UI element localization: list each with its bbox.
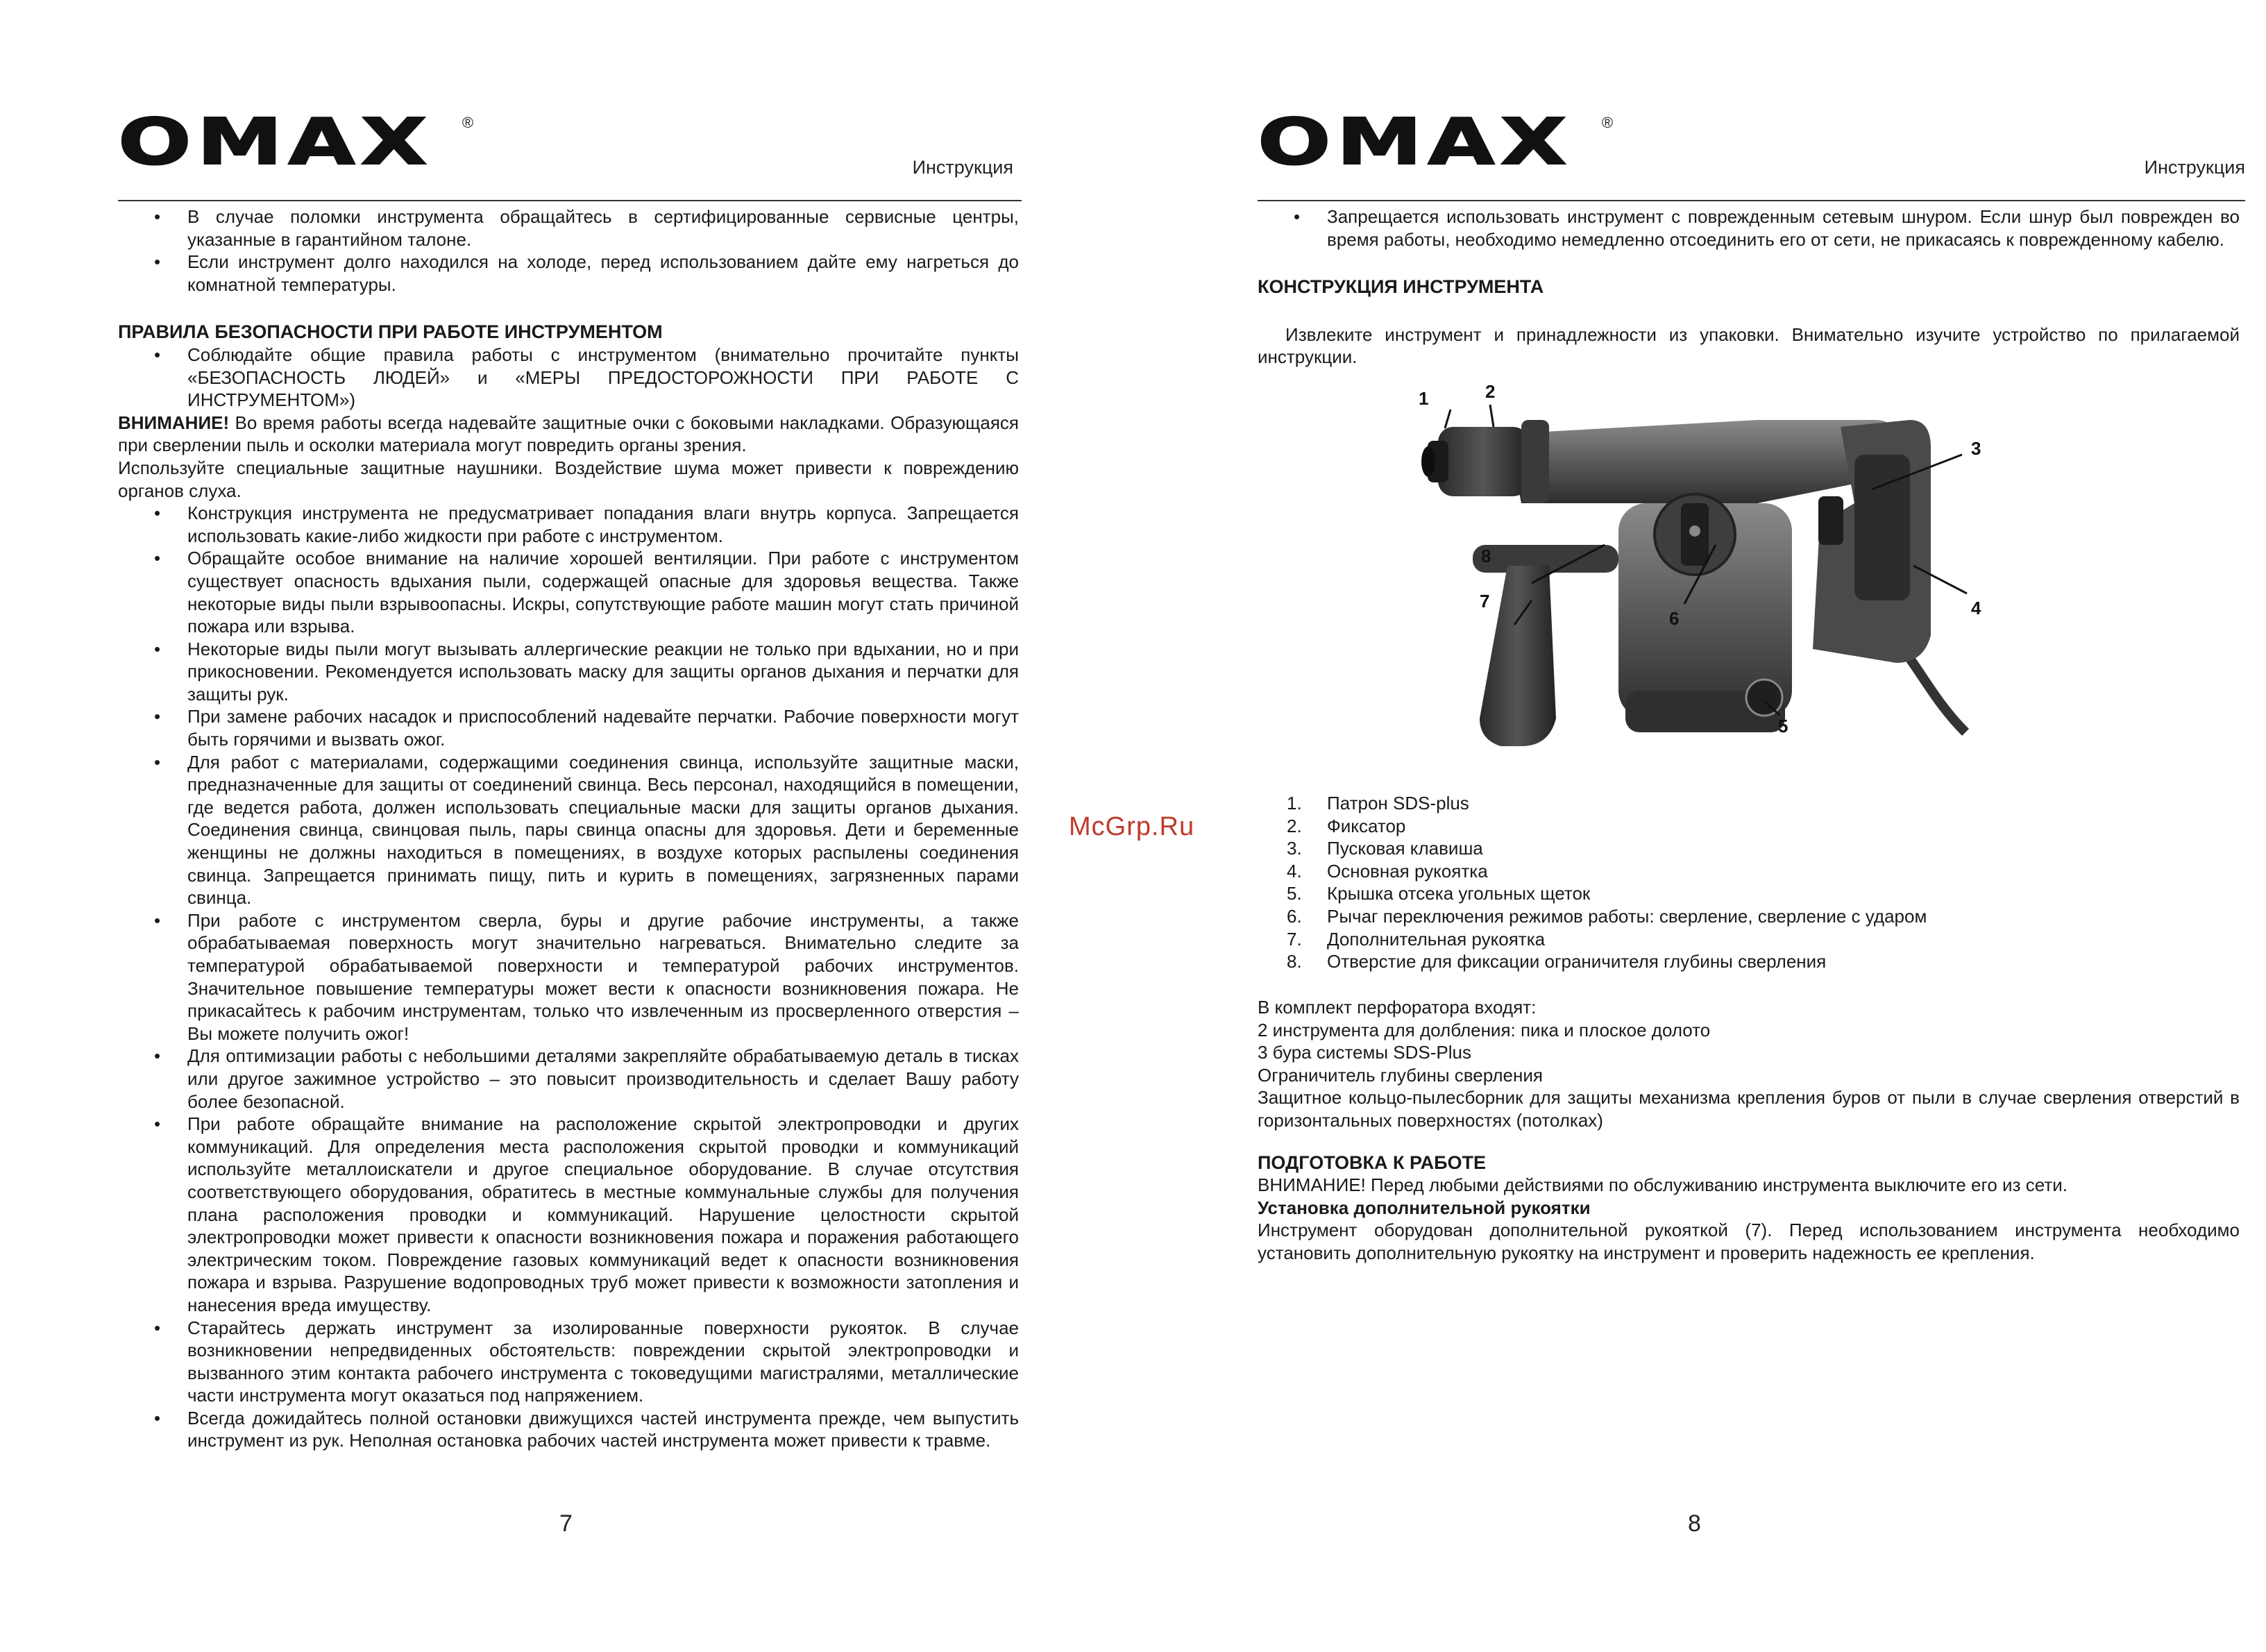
list-item: • Запрещается использовать инструмент с поврежденным сетевым шнуром. Если шнур был поврежден во время работы, необходимо немедленно отсоединить его от сети, не прикасаясь к поврежденному кабелю. xyxy=(1258,205,2240,251)
list-item: • Для работ с материалами, содержащими соединения свинца, используйте защитные маски, предназначенные для защиты от соединений свинца. Весь персонал, находящийся в помещении, где ведется работа, должен использовать специальные маски для защиты органов дыхания. Соединения свинца, свинцовая пыль, пары свинца опасны для здоровья. Дети и беременные женщины не должны находиться в помещениях, в воздухе которых распылены соединения свинца. Запрещается принимать пищу, пить и курить в помещениях, загрязненных парами свинца. xyxy=(118,751,1019,909)
list-item: • При работе обращайте внимание на расположение скрытой электропроводки и других коммуникаций. Для определения места расположения скрытой проводки и коммуникаций используйте металлоискатели и другое специальное оборудование. В случае отсутствия соответствующего оборудования, обратитесь в местные коммунальные службы для получения плана расположения проводки и коммуникаций. Нарушение целостности скрытой электропроводки может привести к опасности возникновения пожара и поражения работающего электрическим током. Повреждение газовых коммуникаций ведет к опасности возникновения пожара и взрыва. Разрушение водопроводных труб может привести к возможности затопления и нанесения вреда имуществу. xyxy=(118,1113,1019,1316)
list-item: 5. Крышка отсека угольных щеток xyxy=(1287,883,1591,904)
brush-cover xyxy=(1746,680,1782,716)
callout-3: 3 xyxy=(1971,438,1981,459)
list-item: • Соблюдайте общие правила работы с инструментом (внимательно прочитайте пункты «БЕЗОПАСНОСТЬ ЛЮДЕЙ» и «МЕРЫ ПРЕДОСТОРОЖНОСТИ ПРИ РАБОТЕ С ИНСТРУМЕНТОМ») xyxy=(118,344,1019,412)
callout-8: 8 xyxy=(1481,546,1491,566)
list-item: • В случае поломки инструмента обращайтесь в сертифицированные сервисные центры, указанные в гарантийном талоне. xyxy=(118,205,1019,251)
list-item: 8. Отверстие для фиксации ограничителя глубины сверления xyxy=(1287,951,1827,972)
page-number: 7 xyxy=(559,1510,573,1537)
list-item: 7. Дополнительная рукоятка xyxy=(1287,928,1546,950)
intro-bullet-list xyxy=(118,205,1019,296)
header-title: Инструкция xyxy=(2144,157,2245,178)
list-item: • Если инструмент долго находился на холоде, перед использованием дайте ему нагреться до комнатной температуры. xyxy=(118,251,1019,296)
header-title: Инструкция xyxy=(912,157,1013,178)
kit-line: Ограничитель глубины сверления xyxy=(1258,1064,1543,1086)
logo-wordmark: OMAX xyxy=(118,105,433,179)
callout-7: 7 xyxy=(1480,591,1490,612)
kit-line: В комплект перфоратора входят: xyxy=(1258,997,1537,1018)
callout-4: 4 xyxy=(1971,598,1981,618)
callout-1: 1 xyxy=(1419,388,1429,409)
watermark-link[interactable]: McGrp.Ru xyxy=(1069,812,1195,841)
warning-text: Во время работы всегда надевайте защитные очки с боковыми накладками. Образующаяся при сверлении пыль и осколки материала могут повредить органы зрения. xyxy=(118,412,1019,456)
prep-warning: ВНИМАНИЕ! Перед любыми действиями по обслуживанию инструмента выключите его из сети. xyxy=(1258,1174,2068,1196)
registered-mark: ® xyxy=(1601,114,1614,131)
sds-chuck xyxy=(1438,427,1528,496)
page-number: 8 xyxy=(1688,1510,1701,1537)
omax-logo xyxy=(118,105,474,179)
lock-collar xyxy=(1521,420,1549,503)
list-item: • Конструкция инструмента не предусматривает попадания влаги внутрь корпуса. Запрещается использовать какие-либо жидкости при работе с инструментом. xyxy=(118,502,1019,547)
warning-paragraph xyxy=(118,412,1019,457)
rotary-hammer-illustration xyxy=(1369,385,2007,788)
side-handle xyxy=(1480,566,1556,746)
safety-bullet-list xyxy=(118,502,1019,1452)
list-item: • Старайтесь держать инструмент за изолированные поверхности рукояток. В случае возникновении непредвиденных обстоятельств: повреждении скрытой электропроводки и вызванного этим контакта рабочего инструмента с токоведущими магистралями, металлические части инструмента могут оказаться под напряжением. xyxy=(118,1317,1019,1407)
gear-housing xyxy=(1507,420,1896,503)
list-item: • При замене рабочих насадок и приспособлений надевайте перчатки. Рабочие поверхности могут быть горячими и вызвать ожог. xyxy=(118,705,1019,750)
warning-label: ВНИМАНИЕ! xyxy=(118,412,230,433)
section-title-construction: КОНСТРУКЦИЯ ИНСТРУМЕНТА xyxy=(1258,276,1544,298)
power-cord xyxy=(1903,649,1965,732)
list-item: 6. Рычаг переключения режимов работы: сверление, сверление с ударом xyxy=(1287,905,1927,927)
section-title-preparation: ПОДГОТОВКА К РАБОТЕ xyxy=(1258,1152,1487,1173)
construction-paragraph: Извлеките инструмент и принадлежности из упаковки. Внимательно изучите устройство по прилагаемой инструкции. xyxy=(1258,323,2240,368)
callout-6: 6 xyxy=(1669,608,1680,629)
callout-2: 2 xyxy=(1485,385,1496,402)
list-item: • Для оптимизации работы с небольшими деталями закрепляйте обрабатываемую деталь в тисках или другое зажимное устройство – это повысит производительность и сделает Вашу работу более безопасной. xyxy=(118,1045,1019,1113)
ear-protection-paragraph: Используйте специальные защитные наушники. Воздействие шума может привести к повреждению органов слуха. xyxy=(118,457,1019,501)
list-item: 3. Пусковая клавиша xyxy=(1287,838,1483,859)
parts-list xyxy=(1258,792,1927,973)
header-divider xyxy=(1258,200,2245,201)
kit-line: Защитное кольцо-пылесборник для защиты механизма крепления буров от пыли в случае сверления отверстий в горизонтальных поверхностях (потолках) xyxy=(1258,1087,2240,1131)
kit-line: 2 инструмента для долбления: пика и плоское долото xyxy=(1258,1019,1711,1040)
kit-line: 3 бура системы SDS-Plus xyxy=(1258,1042,1471,1063)
logo-wordmark: OMAX xyxy=(1258,105,1573,179)
trigger-button xyxy=(1818,496,1843,545)
list-item: • Всегда дожидайтесь полной остановки движущихся частей инструмента прежде, чем выпустить инструмент из рук. Неполная остановка рабочих частей инструмента может привести к травме. xyxy=(118,1407,1019,1452)
list-item: 1. Патрон SDS-plus xyxy=(1287,793,1469,814)
left-content xyxy=(118,205,1019,1452)
list-item: 2. Фиксатор xyxy=(1287,815,1406,836)
list-item: 4. Основная рукоятка xyxy=(1287,860,1488,882)
kit-and-prep-section xyxy=(1258,996,2240,1265)
right-content xyxy=(1258,205,2240,369)
omax-logo xyxy=(1258,105,1614,179)
header-divider xyxy=(118,200,1022,201)
registered-mark: ® xyxy=(462,114,474,131)
callout-5: 5 xyxy=(1778,716,1789,736)
intro-bullet-list xyxy=(1258,205,2240,251)
list-item: • Некоторые виды пыли могут вызывать аллергические реакции не только при вдыхании, но и при прикосновении. Рекомендуется использовать маску для защиты органов дыхания и перчатки для защиты рук. xyxy=(118,638,1019,706)
handle-paragraph: Инструмент оборудован дополнительной рукояткой (7). Перед использованием инструмента необходимо установить дополнительную рукоятку на инструмент и проверить надежность ее крепления. xyxy=(1258,1220,2240,1263)
subsection-title-handle: Установка дополнительной рукоятки xyxy=(1258,1197,1591,1218)
list-item: • При работе с инструментом сверла, буры и другие рабочие инструменты, а также обрабатываемая поверхность могут значительно нагреваться. Внимательно следите за температурой обрабатываемой поверхности и температурой рабочих инструментов. Значительное повышение температуры может вести к опасности возникновения пожара. Не прикасайтесь к рабочим инструментам, только что извлеченным из просверленного отверстия – Вы можете получить ожог! xyxy=(118,909,1019,1045)
safety-rules-bullet xyxy=(118,344,1019,412)
list-item: • Обращайте особое внимание на наличие хорошей вентиляции. При работе с инструментом существует опасность вдыхания пыли, содержащей опасные для здоровья вещества. Также некоторые виды пыли взрывоопасны. Искры, сопутствующие работе машин могут стать причиной пожара или взрыва. xyxy=(118,547,1019,637)
section-title-safety: ПРАВИЛА БЕЗОПАСНОСТИ ПРИ РАБОТЕ ИНСТРУМЕНТОМ xyxy=(118,321,663,343)
